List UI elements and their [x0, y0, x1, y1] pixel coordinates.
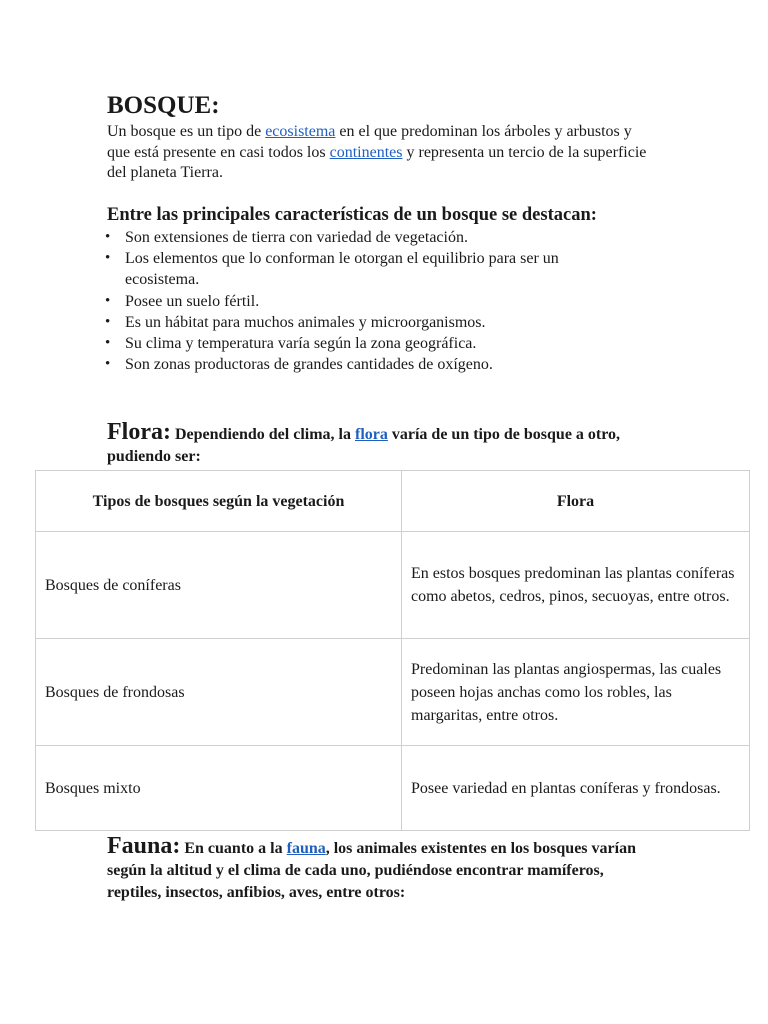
intro-text: y representa un tercio de la superficie del planeta Tierra.	[107, 143, 647, 181]
table-cell: Bosques mixto	[36, 746, 402, 831]
table-header-cell: Flora	[402, 471, 750, 532]
list-item: • Posee un suelo fértil.	[107, 291, 627, 312]
fauna-heading	[107, 835, 647, 904]
fauna-link[interactable]: fauna	[286, 840, 326, 857]
flora-table	[35, 470, 750, 831]
page-title: BOSQUE:	[107, 92, 220, 119]
table-cell: Posee variedad en plantas coníferas y frondosas.	[402, 746, 750, 831]
fauna-text: En cuanto a la	[180, 840, 287, 857]
fauna-label: Fauna:	[107, 833, 181, 859]
ecosistema-link[interactable]: ecosistema	[265, 123, 336, 140]
continentes-link[interactable]: continentes	[329, 143, 403, 161]
table-row	[36, 746, 750, 831]
list-item: • Los elementos que lo conforman le otorgan el equilibrio para ser un ecosistema.	[107, 248, 627, 290]
table-cell: Predominan las plantas angiospermas, las cuales poseen hojas anchas como los robles, las margaritas, entre otros.	[402, 639, 750, 746]
intro-paragraph	[107, 122, 647, 184]
flora-text: varía de un tipo de bosque a otro, pudiendo ser:	[107, 426, 621, 465]
fauna-text: , los animales existentes en los bosques varían según la altitud y el clima de cada uno, pudiéndose encontrar mamíferos, reptiles, insectos, anfibios, aves, entre otros:	[107, 840, 636, 901]
table-cell: En estos bosques predominan las plantas coníferas como abetos, cedros, pinos, secuoyas, entre otros.	[402, 532, 750, 639]
list-item: • Su clima y temperatura varía según la zona geográfica.	[107, 333, 627, 354]
characteristics-heading: Entre las principales características de un bosque se destacan:	[107, 205, 597, 225]
table-row	[36, 532, 750, 639]
characteristics-list	[107, 227, 627, 375]
table-header-row	[36, 471, 750, 532]
intro-text: en el que predominan los árboles y arbustos y que está presente en casi todos los	[107, 123, 632, 161]
table-header-cell: Tipos de bosques según la vegetación	[36, 471, 402, 532]
flora-text: Dependiendo del clima, la	[170, 426, 355, 443]
table-row	[36, 639, 750, 746]
flora-link[interactable]: flora	[355, 426, 388, 443]
flora-heading	[107, 421, 647, 468]
table-cell: Bosques de frondosas	[36, 639, 402, 746]
intro-text: Un bosque es un tipo de	[107, 123, 266, 140]
list-item: • Son extensiones de tierra con variedad de vegetación.	[107, 227, 627, 248]
flora-label: Flora:	[107, 419, 171, 445]
table-cell: Bosques de coníferas	[36, 532, 402, 639]
list-item: • Es un hábitat para muchos animales y microorganismos.	[107, 312, 627, 333]
list-item: • Son zonas productoras de grandes cantidades de oxígeno.	[107, 354, 627, 375]
